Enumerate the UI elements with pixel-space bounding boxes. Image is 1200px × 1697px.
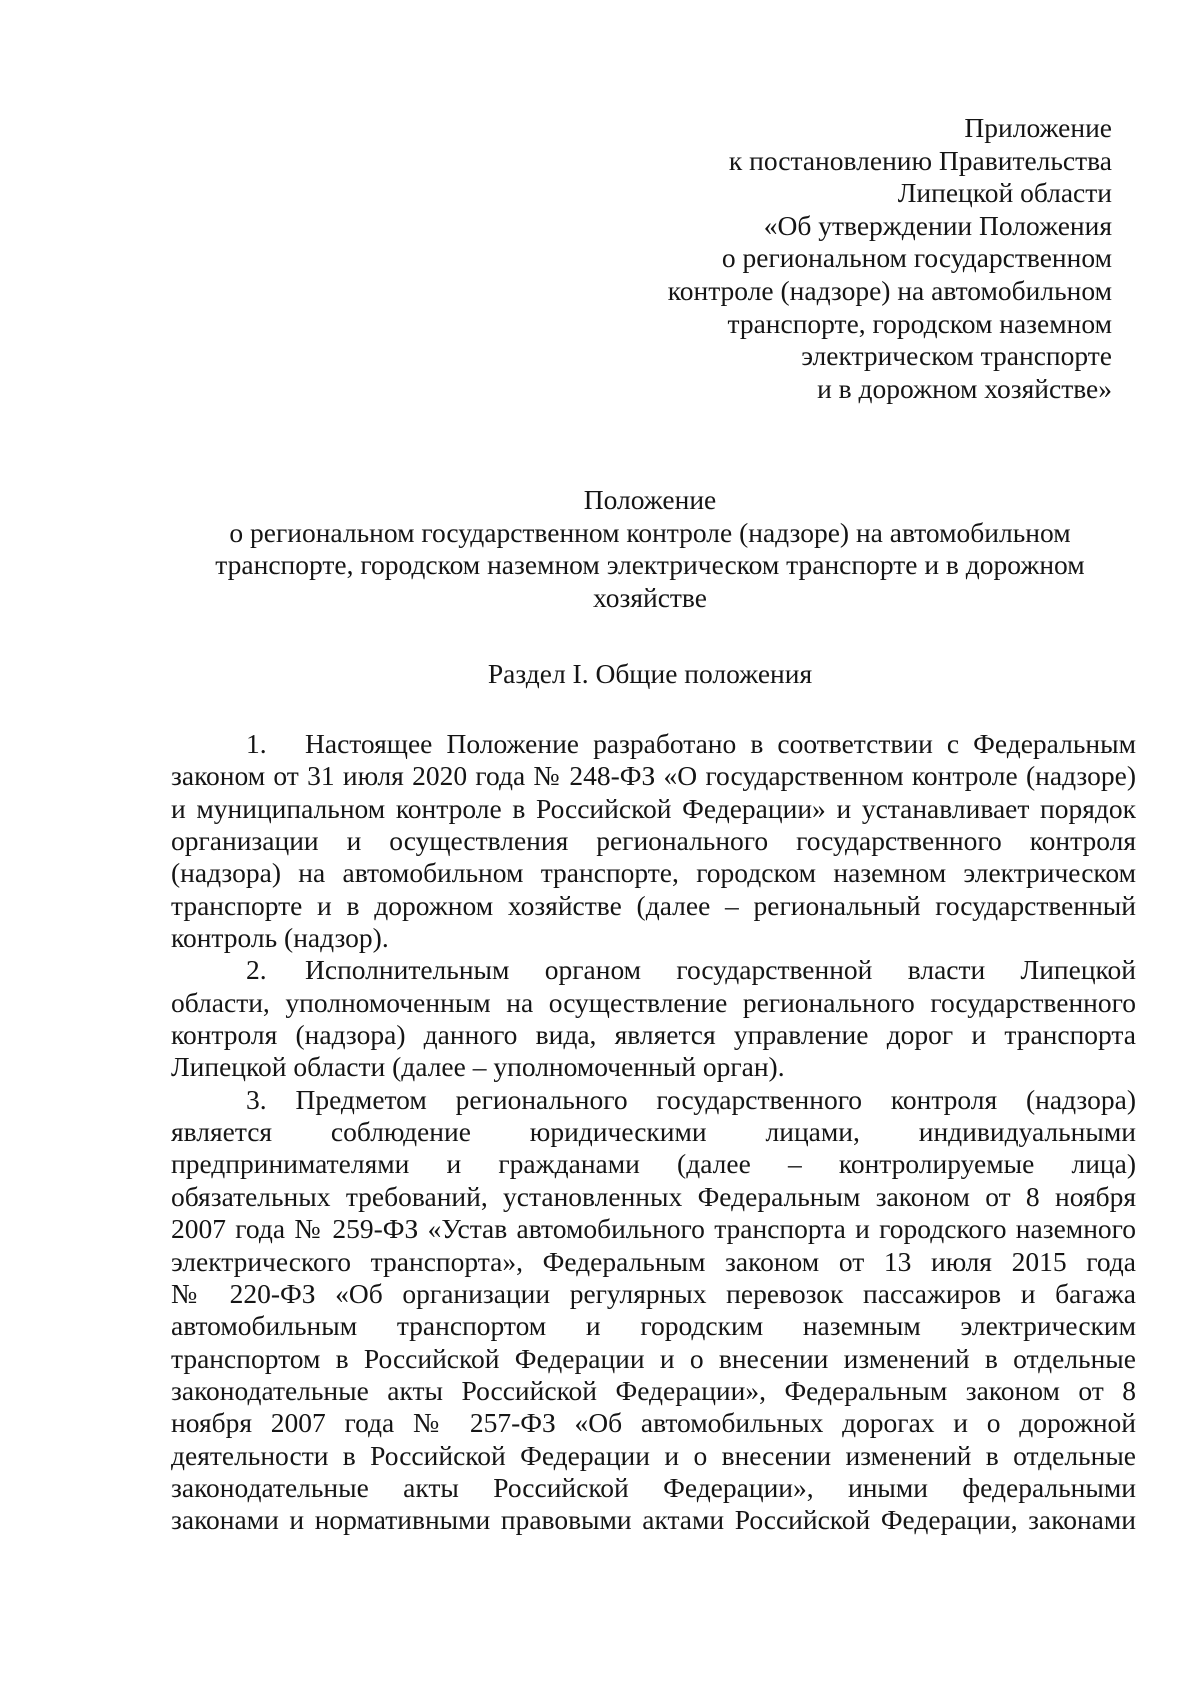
paragraph-line: обязательных требований, установленных Федеральным законом от 8 ноября bbox=[171, 1180, 1136, 1212]
paragraph-line: электрического транспорта», Федеральным законом от 13 июля 2015 года bbox=[171, 1245, 1136, 1277]
appendix-line: к постановлению Правительства bbox=[728, 144, 1112, 176]
paragraph-line: контроль (надзор). bbox=[171, 922, 389, 954]
title-line: о региональном государственном контроле (надзоре) на автомобильном bbox=[229, 516, 1071, 548]
paragraph-line: 2007 года № 259-ФЗ «Устав автомобильного транспорта и городского наземного bbox=[171, 1213, 1136, 1245]
appendix-line: транспорте, городском наземном bbox=[727, 307, 1112, 339]
paragraph-line: контроля (надзора) данного вида, является управление дорог и транспорта bbox=[171, 1019, 1136, 1051]
paragraph-line: транспорте и в дорожном хозяйстве (далее – региональный государственный bbox=[171, 889, 1136, 921]
paragraph-line: законодательные акты Российской Федерации», иными федеральными bbox=[171, 1471, 1136, 1503]
paragraph-line: транспортом в Российской Федерации и о внесении изменений в отдельные bbox=[171, 1342, 1136, 1374]
paragraph-line: № 220-ФЗ «Об организации регулярных перевозок пассажиров и багажа bbox=[171, 1277, 1136, 1309]
paragraph-line: законодательные акты Российской Федерации», Федеральным законом от 8 bbox=[171, 1374, 1136, 1406]
paragraph-line: Липецкой области (далее – уполномоченный орган). bbox=[171, 1051, 785, 1083]
paragraph-number: 2. bbox=[246, 954, 267, 986]
paragraph-line: предпринимателями и гражданами (далее – контролируемые лица) bbox=[171, 1148, 1136, 1180]
appendix-header bbox=[512, 112, 1112, 405]
appendix-line: «Об утверждении Положения bbox=[763, 209, 1112, 241]
paragraph-line: ноября 2007 года № 257-ФЗ «Об автомобильных дорогах и о дорожной bbox=[171, 1407, 1136, 1439]
appendix-line: Приложение bbox=[964, 112, 1112, 143]
appendix-line: электрическом транспорте bbox=[801, 340, 1112, 372]
paragraph-line: организации и осуществления регионального государственного контроля bbox=[171, 825, 1136, 857]
appendix-line: контроле (надзоре) на автомобильном bbox=[667, 274, 1112, 306]
paragraph-line: деятельности в Российской Федерации и о внесении изменений в отдельные bbox=[171, 1439, 1136, 1471]
title-line: хозяйстве bbox=[593, 581, 707, 613]
paragraph-line: и муниципальном контроле в Российской Федерации» и устанавливает порядок bbox=[171, 792, 1136, 824]
paragraph-text: Настоящее Положение разработано в соответствии с Федеральным bbox=[305, 728, 1136, 759]
paragraph-line: законами и нормативными правовыми актами Российской Федерации, законами bbox=[171, 1504, 1136, 1536]
section-heading: Раздел I. Общие положения bbox=[487, 658, 813, 689]
paragraph-line: автомобильным транспортом и городским наземным электрическим bbox=[171, 1310, 1136, 1342]
paragraph-line: является соблюдение юридическими лицами, индивидуальными bbox=[171, 1116, 1136, 1148]
paragraph-3-first-line: 3. Предметом регионального государственного контроля (надзора) bbox=[246, 1083, 1136, 1115]
document-title bbox=[170, 484, 1130, 614]
paragraph-line: (надзора) на автомобильном транспорте, городском наземном электрическом bbox=[171, 857, 1136, 889]
document-body bbox=[171, 728, 1136, 1537]
paragraph-2-first-line bbox=[171, 954, 1136, 986]
appendix-line: и в дорожном хозяйстве» bbox=[817, 372, 1112, 404]
paragraph-text: Исполнительным органом государственной власти Липецкой bbox=[305, 954, 1136, 986]
paragraph-number: 1. bbox=[246, 728, 267, 759]
title-line: Положение bbox=[583, 484, 717, 515]
paragraph-1-first-line bbox=[171, 728, 1136, 760]
title-line: транспорте, городском наземном электрическом транспорте и в дорожном bbox=[215, 549, 1085, 580]
appendix-line: о региональном государственном bbox=[721, 242, 1112, 274]
appendix-line: Липецкой области bbox=[897, 177, 1112, 209]
paragraph-line: области, уполномоченным на осуществление регионального государственного bbox=[171, 986, 1136, 1018]
paragraph-line: законом от 31 июля 2020 года № 248-ФЗ «О государственном контроле (надзоре) bbox=[171, 760, 1136, 792]
